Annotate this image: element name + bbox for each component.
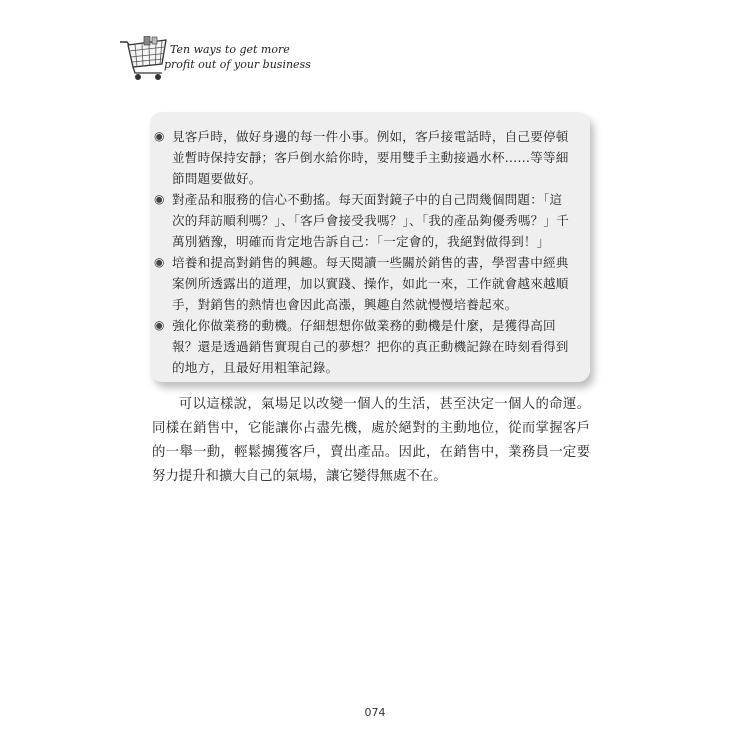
header-title-line2: profit out of your business (164, 58, 311, 71)
page-number: 074 (364, 706, 386, 719)
header-title (164, 42, 311, 72)
tip-item (154, 126, 572, 189)
running-header (118, 32, 318, 82)
tip-item (154, 252, 572, 315)
tip-text: 培養和提高對銷售的興趣。每天閱讀一些關於銷售的書，學習書中經典案例所透露出的道理，加以實踐、操作，如此一來，工作就會越來越順手，對銷售的熱情也會因此高漲，興趣自然就慢慢培養起來。 (172, 255, 569, 312)
tip-item (154, 315, 572, 378)
header-title-line1: Ten ways to get more (170, 43, 290, 56)
bullet-icon: ◉ (154, 318, 165, 332)
tip-text: 對產品和服務的信心不動搖。每天面對鏡子中的自己問幾個問題：「這次的拜訪順利嗎？」、「客戶會接受我嗎？」、「我的產品夠優秀嗎？」千萬別猶豫，明確而肯定地告訴自己：「一定會的，我絕對做得到！」 (172, 192, 569, 249)
tip-text: 強化你做業務的動機。仔細想想你做業務的動機是什麼，是獲得高回報？還是透過銷售實現自己的夢想？把你的真正動機記錄在時刻看得到的地方，且最好用粗筆記錄。 (172, 318, 569, 375)
shopping-cart-icon (118, 36, 170, 82)
bullet-icon: ◉ (154, 255, 165, 269)
bullet-icon: ◉ (154, 129, 165, 143)
tip-text: 見客戶時，做好身邊的每一件小事。例如，客戶接電話時，自己要停頓並暫時保持安靜；客戶倒水給你時，要用雙手主動接過水杯……等等細節問題要做好。 (172, 129, 569, 186)
body-paragraph: 可以這樣說，氣場足以改變一個人的生活，甚至決定一個人的命運。同樣在銷售中，它能讓你占盡先機，處於絕對的主動地位，從而掌握客戶的一舉一動，輕鬆擄獲客戶，賣出產品。因此，在銷售中，業務員一定要努力提升和擴大自己的氣場，讓它變得無處不在。 (152, 397, 590, 484)
tips-box (150, 112, 590, 382)
bullet-icon: ◉ (154, 192, 165, 206)
tip-item (154, 189, 572, 252)
